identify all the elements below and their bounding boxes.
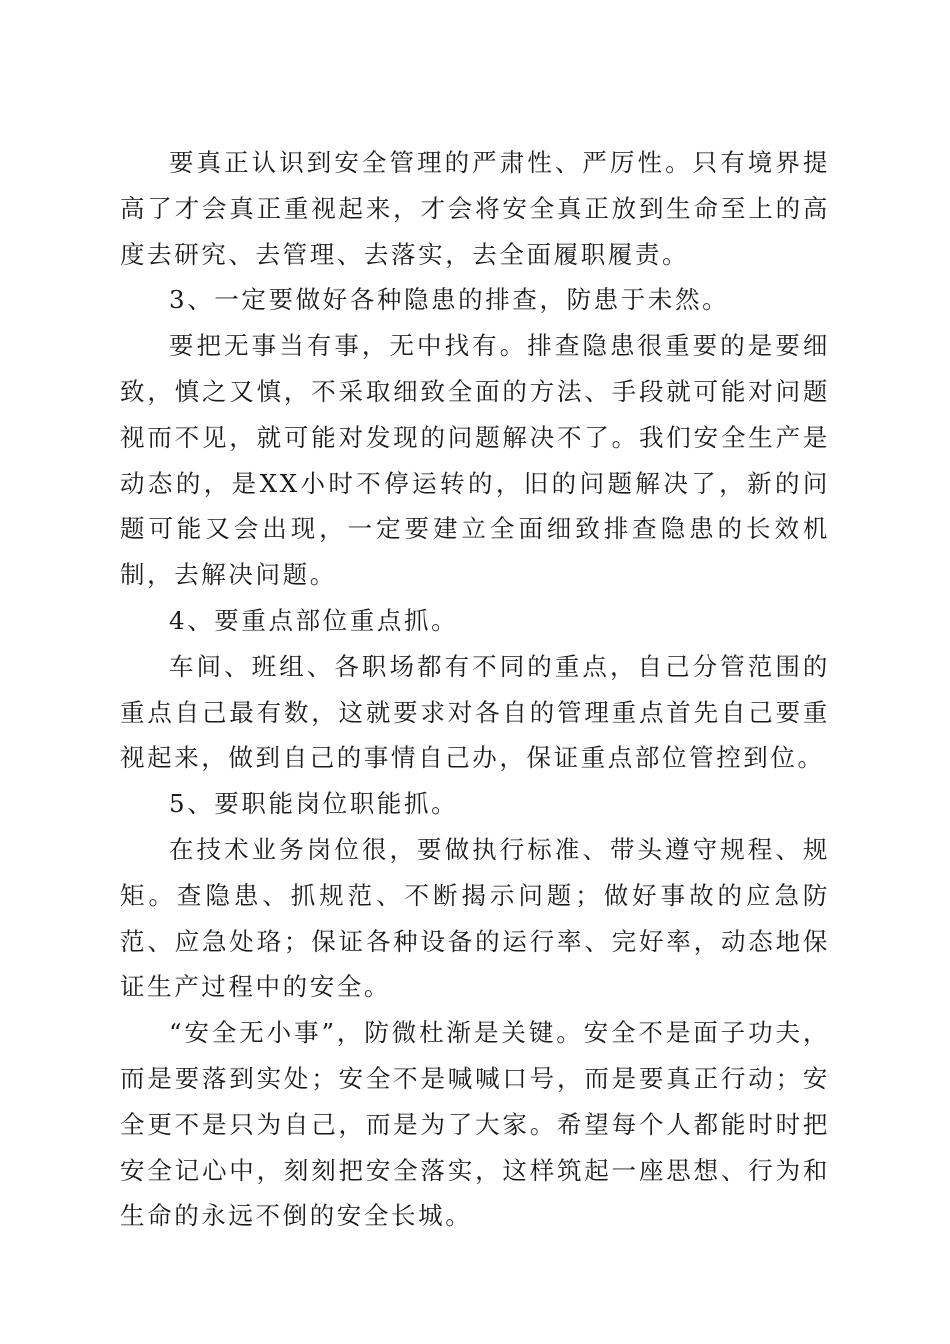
heading-hazard-inspection: 3、一定要做好各种隐患的排查，防患于未然。 [169, 285, 730, 315]
paragraph-hazard-inspection: 要把无事当有事，无中找有。排查隐患很重要的是要细致，慎之又慎，不采取细致全面的方法、手段就可能对问题视而不见，就可能对发现的问题解决不了。我们安全生产是动态的，是XX小时不停运转的，旧的问题解决了，新的问题可能又会出现，一定要建立全面细致排查隐患的长效机制，去解决问题。 [120, 331, 830, 590]
paragraph-functional-posts: 在技术业务岗位很，要做执行标准、带头遵守规程、规矩。查隐患、抓规范、不断揭示问题；做好事故的应急防范、应急处珞；保证各种设备的运行率、完好率，动态地保证生产过程中的安全。 [120, 834, 830, 1002]
paragraph-conclusion: “安全无小事”，防微杜渐是关键。安全不是面子功夫，而是要落到实处；安全不是喊喊口号，而是要真正行动；安全更不是只为自己，而是为了大家。希望每个人都能时时把安全记心中，刻刻把安全落实，这样筑起一座思想、行为和生命的永远不倒的安全长城。 [120, 1018, 830, 1231]
paragraph-safety-awareness: 要真正认识到安全管理的严肃性、严厉性。只有境界提高了才会真正重视起来，才会将安全真正放到生命至上的高度去研究、去管理、去落实，去全面履职履责。 [120, 148, 830, 269]
heading-functional-posts: 5、要职能岗位职能抓。 [169, 789, 459, 819]
paragraph-key-areas: 车间、班组、各职场都有不同的重点，自己分管范围的重点自己最有数，这就要求对各自的管理重点首先自己要重视起来，做到自己的事情自己办，保证重点部位管控到位。 [120, 651, 830, 773]
heading-key-areas: 4、要重点部位重点抓。 [169, 605, 459, 635]
